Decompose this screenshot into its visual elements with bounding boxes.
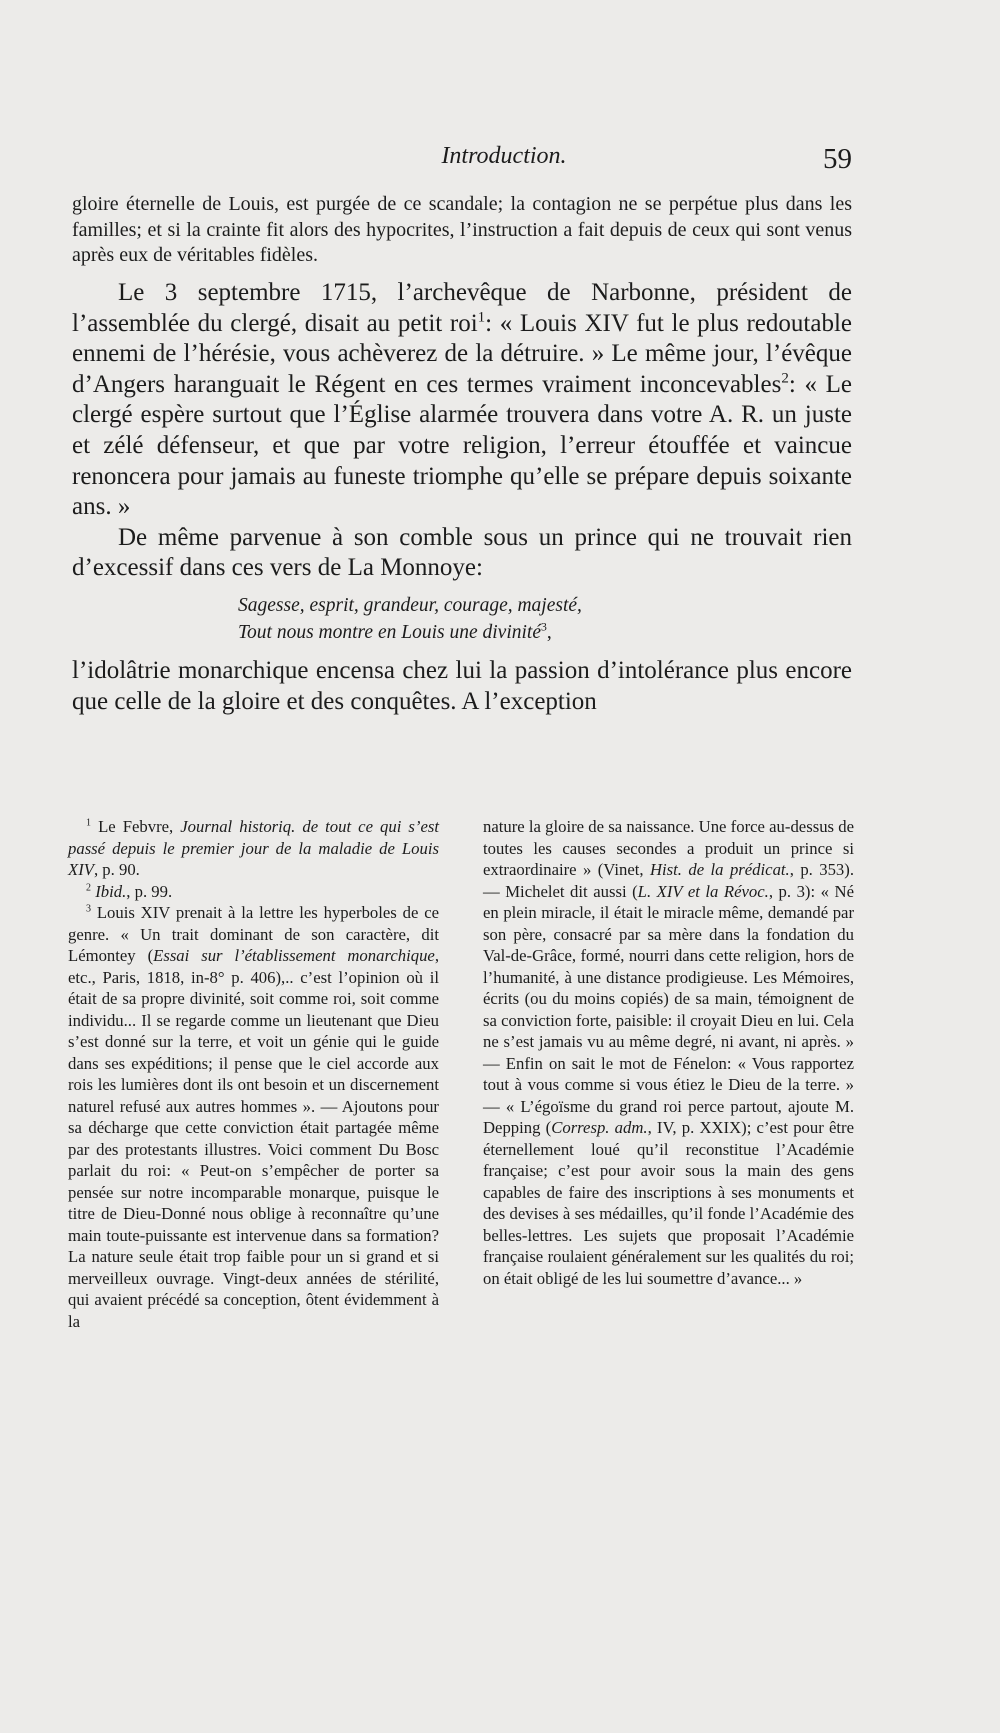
footnote-ref-2: 2 (781, 370, 789, 387)
verse-line-2-tail: , (546, 622, 552, 644)
footnote-2-page: , p. 99. (126, 881, 173, 901)
footnote-3-part-c: , etc., Paris, 1818, in-8° p. 406),.. c’est l’opinion où il était de sa propre divinité, soit comme roi, soit comme individu... Il se regarde comme un lieutenant que Dieu s’est donné sur la terre, et voit un génie qui le guide dans ses expéditions; il pense que le ciel accorde aux rois les lumières dont ils ont besoin et un discernement naturel refusé aux autres hommes ». — Ajoutons pour sa décharge que cette conviction était partagée même par des protestants illustres. Voici comment Du Bosc parlait du roi: « Peut-on s’empêcher de porter sa pensée sur notre incomparable monarque, puisque le titre de Dieu-Donné nous oblige à reconnaître qu’une main toute-puissante est intervenue dans sa formation? La nature seule était trop faible pour un si grand et si merveilleux ouvrage. Vingt-deux années de stérilité, qui avaient précédé sa conception, ôtent évidemment à la (68, 946, 439, 1331)
footnote-3-cont-title-1: Hist. de la prédicat. (649, 860, 790, 879)
footnote-3-part-a: Louis XIV prenait à la lettre les hyperboles de ce genre. « Un trait dominant de son caractère, dit Lémontey ( (68, 903, 440, 965)
footnote-1-title: Journal historiq. de tout ce qui s’est passé depuis le premier jour de la maladie de Louis XIV (68, 817, 439, 879)
footnote-3-mark: 3 (86, 903, 92, 915)
footnotes-left-column (68, 816, 439, 1332)
footnote-1-page: , p. 90. (93, 860, 140, 879)
footnote-3-cont-e: , p. 3): « Né en plein miracle, il était le miracle même, demandé par son père, consacré par sa mère dans la fondation du Val-de-Grâce, formé, nourri dans cette religion, hors de l’humanité, à une distance prodigieuse. Les Mémoires, écrits (ou du moins copiés) de sa main, témoignent de sa conviction forte, paisible: il croyait Dieu en lui. Cela ne s’est jamais vu au même degré, ni avant, ni après. » — Enfin on sait le mot de Fénelon: « Vous rapportez tout à vous comme si vous étiez le Dieu de la terre. » — « L’égoïsme du grand roi perce partout, ajoute M. Depping ( (483, 881, 854, 1137)
page-number: 59 (823, 143, 852, 175)
footnotes (68, 816, 854, 1332)
paragraph-2-part-a: Le 3 septembre 1715, l’archevêque de Narbonne, président de l’assemblée du clergé, disait au petit roi (72, 279, 852, 337)
footnote-3-cont-a: nature la gloire de sa naissance. Une force au-dessus de toutes les causes secondes a produit un prince si extraordinaire » (Vinet, (483, 817, 854, 879)
footnote-2-ibid: Ibid. (95, 881, 127, 901)
verse-line-2-text: Tout nous montre en Louis une divinité (238, 622, 541, 644)
footnote-2-mark: 2 (86, 881, 92, 893)
verse-line-2 (238, 619, 852, 646)
footnote-3-title: Essai sur l’établissement monarchique (153, 946, 435, 965)
paragraph-2-part-b: : « Louis XIV fut le plus redoutable ennemi de l’hérésie, vous achèverez de la détruire. » Le même jour, l’évêque d’Angers haranguait le Régent en ces termes vraiment inconcevables (72, 309, 852, 398)
footnote-ref-1: 1 (477, 309, 486, 326)
paragraph-1: gloire éternelle de Louis, est purgée de ce scandale; la contagion ne se perpétue plus dans les familles; et si la crainte fit alors des hypocrites, l’instruction a fait depuis de ceux qui sont venus après eux de véritables fidèles. (72, 193, 852, 267)
footnote-1 (68, 816, 439, 881)
footnote-3-continued (483, 816, 854, 1289)
footnote-2 (68, 881, 439, 903)
footnote-3-cont-g: , IV, p. XXIX); c’est pour être éternellement loué qu’il reconstitue l’Académie française; c’est pour avoir sous la main des gens capables de faire des inscriptions à ses monuments et des devises à ses médailles, qu’il fonde l’Académie des belles-lettres. Les sujets que proposait l’Académie française roulaient généralement sur les qualités du roi; on était obligé de les lui soumettre d’avance... » (483, 1118, 854, 1288)
verse-quote (72, 592, 852, 646)
paragraph-2-part-c: : « Le clergé espère surtout que l’Église alarmée trouvera dans votre A. R. un juste et zélé défenseur, et que par votre religion, l’erreur étouffée et vaincue renoncera pour jamais au funeste triomphe qu’elle se prépare depuis soixante ans. » (72, 370, 852, 521)
footnote-3-cont-c: , p. 353). — Michelet dit aussi ( (483, 860, 855, 901)
running-title: Introduction. (441, 143, 567, 169)
footnote-3-cont-title-2: L. XIV et la Révoc. (637, 881, 769, 901)
footnote-1-mark: 1 (86, 817, 92, 829)
paragraph-3: De même parvenue à son comble sous un prince qui ne trouvait rien d’excessif dans ces vers de La Monnoye: (72, 523, 852, 582)
footnote-3 (68, 902, 439, 1332)
verse-line-1: Sagesse, esprit, grandeur, courage, majesté, (238, 595, 582, 617)
footnote-ref-3: 3 (540, 620, 547, 634)
footnotes-right-column (483, 816, 854, 1332)
paragraph-2 (72, 278, 852, 523)
footnote-3-cont-title-3: Corresp. adm. (551, 1118, 648, 1137)
footnote-1-author: Le Febvre, (98, 817, 174, 836)
page-header (72, 143, 852, 183)
paragraph-4: l’idolâtrie monarchique encensa chez lui la passion d’intolérance plus encore que celle de la gloire et des conquêtes. A l’exception (72, 657, 852, 715)
main-text (72, 192, 852, 717)
